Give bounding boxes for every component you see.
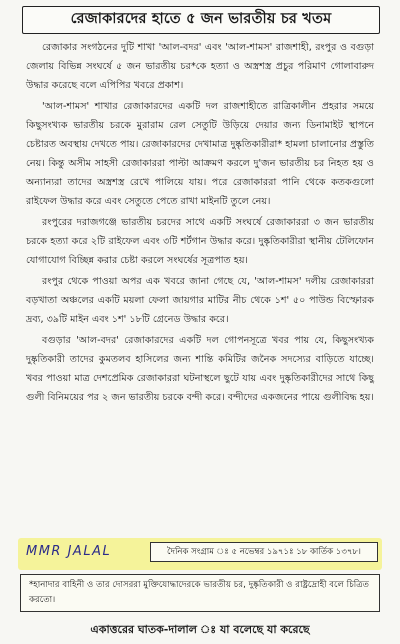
- footnote-text: *হানাদার বাহিনী ও তার দোসররা মুক্তিযোদ্ধাদেরকে ভারতীয় চর, দুষ্কৃতিকারী ও রাষ্ট্রদ্রোহী বলে চিত্রিত করতো।: [29, 580, 369, 605]
- footnote-box: [20, 574, 380, 612]
- paragraph: বগুড়ার 'আল-বদর' রেজাকারদের একটি দল গোপনসূত্রে খবর পায় যে, কিছুসংখ্যক দুষ্কৃতিকারী তাদের কুমতলব হাসিলের জন্য শান্তি কমিটির জনৈক সদস্যের বাড়িতে যাচ্ছে। খবর পাওয়া মাত্র দেশপ্রেমিক রেজাকাররা ঘটনাস্থলে ছুটে যায় এবং দুষ্কৃতিকারীদের সাথে কিছু গুলী বিনিময়ের পর ২ জন ভারতীয় চরকে বন্দী করে। বন্দীদের একজনের পায়ে গুলীবিদ্ধ হয়।: [26, 335, 374, 403]
- source-citation: [150, 542, 378, 562]
- handwritten-signature: MMR JALAL: [26, 544, 112, 559]
- book-title-line: একাত্তরের ঘাতক-দালাল ঃ যা বলেছে যা করেছে: [90, 623, 310, 636]
- paragraph: রংপুরের দরাজগঞ্জে ভারতীয় চরদের সাথে একটি সংঘর্ষে রেজাকাররা ৩ জন ভারতীয় চরকে হত্যা করে ২টি রাইফেল এবং ৩টি শর্টগান উদ্ধার করে। দুষ্কৃতিকারীরা স্থানীয় টেলিফোন যোগাযোগ বিচ্ছিন্ন করার চেষ্টা করলে সংঘর্ষের সূত্রপাত হয়।: [26, 217, 374, 266]
- paragraph: রেজাকার সংগঠনের দুটি শাখা 'আল-বদর' এবং 'আল-শামস' রাজশাহী, রংপুর ও বগুড়া জেলায় বিভিন্ন সংঘর্ষে ৫ জন ভারতীয় চর*কে হত্যা ও অস্ত্রশস্ত্র প্রচুর পরিমাণ গোলাবারুদ উদ্ধার করেছে বলে এপিপির খবরে প্রকাশ।: [26, 42, 374, 91]
- headline-box: [22, 6, 380, 34]
- headline: রেজাকারদের হাতে ৫ জন ভারতীয় চর খতম: [70, 11, 332, 27]
- paragraph: রংপুর থেকে পাওয়া অপর এক খবরে জানা গেছে যে, 'আল-শামস' দলীয় রেজাকাররা বড়খাতা অঞ্চলের একটি ময়লা ফেলা জায়গার মাটির নীচ থেকে ১শ' ৫০ পাউন্ড বিস্ফোরক দ্রব্য, ৩৯টি মাইন এবং ১শ' ১৮টি গ্রেনেড উদ্ধার করে।: [26, 276, 374, 325]
- source-text: দৈনিক সংগ্রাম ঃ ৫ নভেম্বর ১৯৭১ঃ ১৮ কার্তিক ১৩৭৮।: [167, 547, 361, 557]
- paragraph: 'আল-শামস' শাখার রেজাকারদের একটি দল রাজশাহীতে রাত্রিকালীন প্রহরার সময়ে কিছুসংখ্যক ভারতীয় চরকে মুরারাম রেল সেতুটি উড়িয়ে দেয়ার জন্য ডিনামাইট স্থাপনে চেষ্টারত অবস্থায় দেখতে পায়। রেজাকারদের দেখামাত্র দুষ্কৃতিকারীরা* হামলা চালানোর প্রস্তুতি নেয়। কিন্তু অসীম সাহসী রেজাকাররা পাল্টা আক্রমণ করলে দু'জন ভারতীয় চর নিহত হয় ও অন্যান্যরা তাদের অস্ত্রশস্ত্র রেখে পালিয়ে যায়। পরে রেজাকাররা পানি থেকে কতকগুলো রাইফেল উদ্ধার করে এবং সেতুতে পেতে রাখা মাইনটি তুলে নেয়।: [26, 101, 374, 207]
- article-body: [26, 38, 374, 409]
